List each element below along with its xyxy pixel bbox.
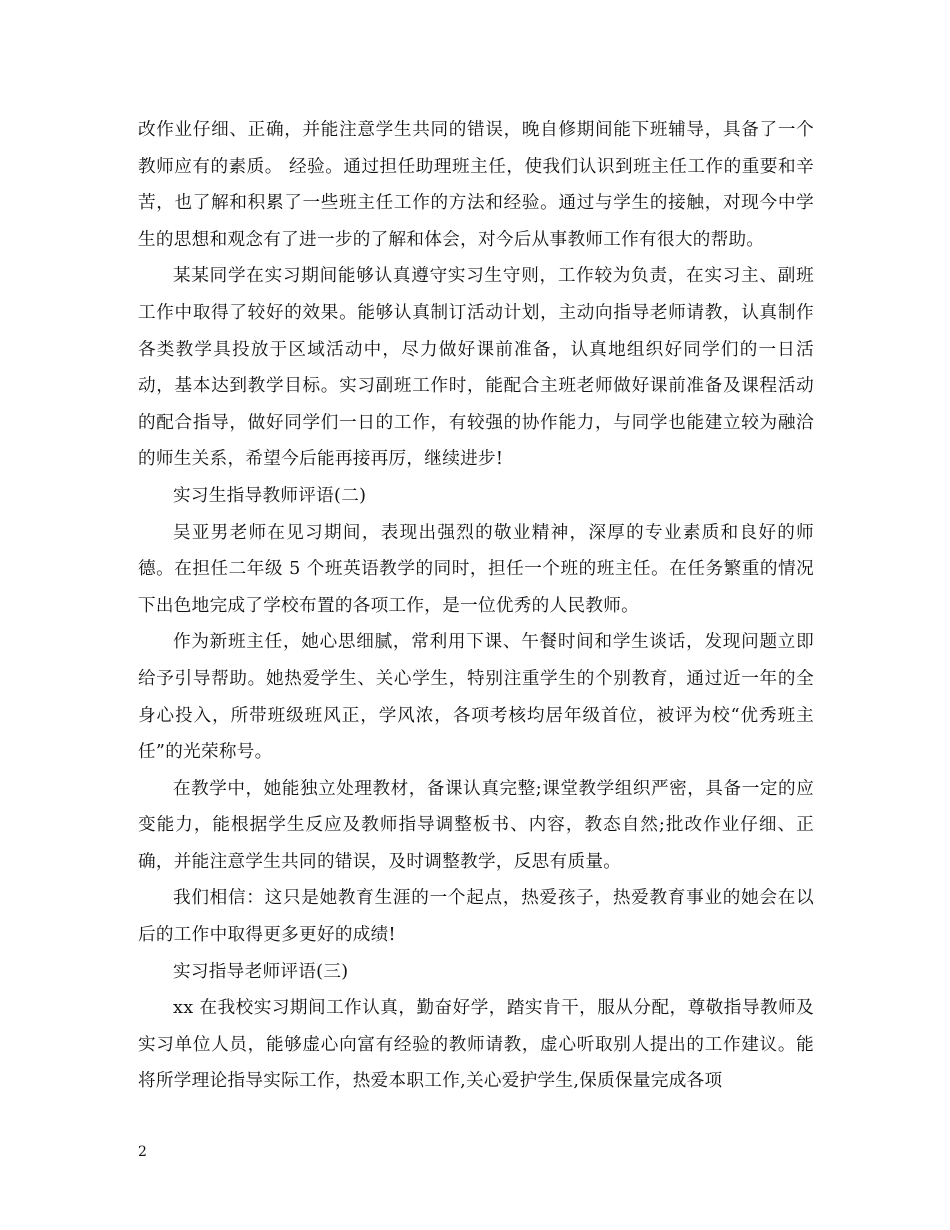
paragraph-evaluation-2-closing: 我们相信：这只是她教育生涯的一个起点，热爱孩子，热爱教育事业的她会在以后的工作中取得更多更好的成绩! [138, 888, 814, 946]
paragraph-evaluation-1: 某某同学在实习期间能够认真遵守实习生守则，工作较为负责，在实习主、副班工作中取得了较好的效果。能够认真制订活动计划，主动向指导老师请教，认真制作各类教学具投放于区域活动中，尽力做好课前准备，认真地组织好同学们的一日活动，基本达到教学目标。实习副班工作时，能配合主班老师做好课前准备及课程活动的配合指导，做好同学们一日的工作，有较强的协作能力，与同学也能建立较为融洽的师生关系，希望今后能再接再厉，继续进步! [138, 266, 814, 470]
paragraph-continuation: 改作业仔细、正确，并能注意学生共同的错误，晚自修期间能下班辅导，具备了一个教师应有的素质。 经验。通过担任助理班主任，使我们认识到班主任工作的重要和辛苦，也了解和积累了一些班主任工作的方法和经验。通过与学生的接触，对现今中学生的思想和观念有了进一步的了解和体会，对今后从事教师工作有很大的帮助。 [138, 120, 814, 250]
section-heading-3: 实习指导老师评语(三) [173, 961, 349, 982]
page-number: 2 [138, 1144, 147, 1160]
paragraph-evaluation-2-intro: 吴亚男老师在见习期间，表现出强烈的敬业精神，深厚的专业素质和良好的师德。在担任二年级 5 个班英语教学的同时，担任一个班的班主任。在任务繁重的情况下出色地完成了学校布置的各项工作，是一位优秀的人民教师。 [138, 522, 814, 616]
paragraph-evaluation-2-teaching: 在教学中，她能独立处理教材，备课认真完整;课堂教学组织严密，具备一定的应变能力，能根据学生反应及教师指导调整板书、内容，教态自然;批改作业仔细、正确，并能注意学生共同的错误，及时调整教学，反思有质量。 [138, 778, 814, 872]
section-heading-2: 实习生指导教师评语(二) [173, 485, 367, 506]
document-page [138, 112, 814, 1100]
paragraph-evaluation-2-class: 作为新班主任，她心思细腻，常利用下课、午餐时间和学生谈话，发现问题立即给予引导帮助。她热爱学生、关心学生，特别注重学生的个别教育，通过近一年的全身心投入，所带班级班风正，学风浓，各项考核均居年级首位，被评为校“优秀班主任”的光荣称号。 [138, 632, 814, 763]
paragraph-evaluation-3: xx 在我校实习期间工作认真，勤奋好学，踏实肯干，服从分配，尊敬指导教师及实习单位人员，能够虚心向富有经验的教师请教，虚心听取别人提出的工作建议。能将所学理论指导实际工作，热爱本职工作,关心爱护学生,保质保量完成各项 [138, 998, 814, 1092]
